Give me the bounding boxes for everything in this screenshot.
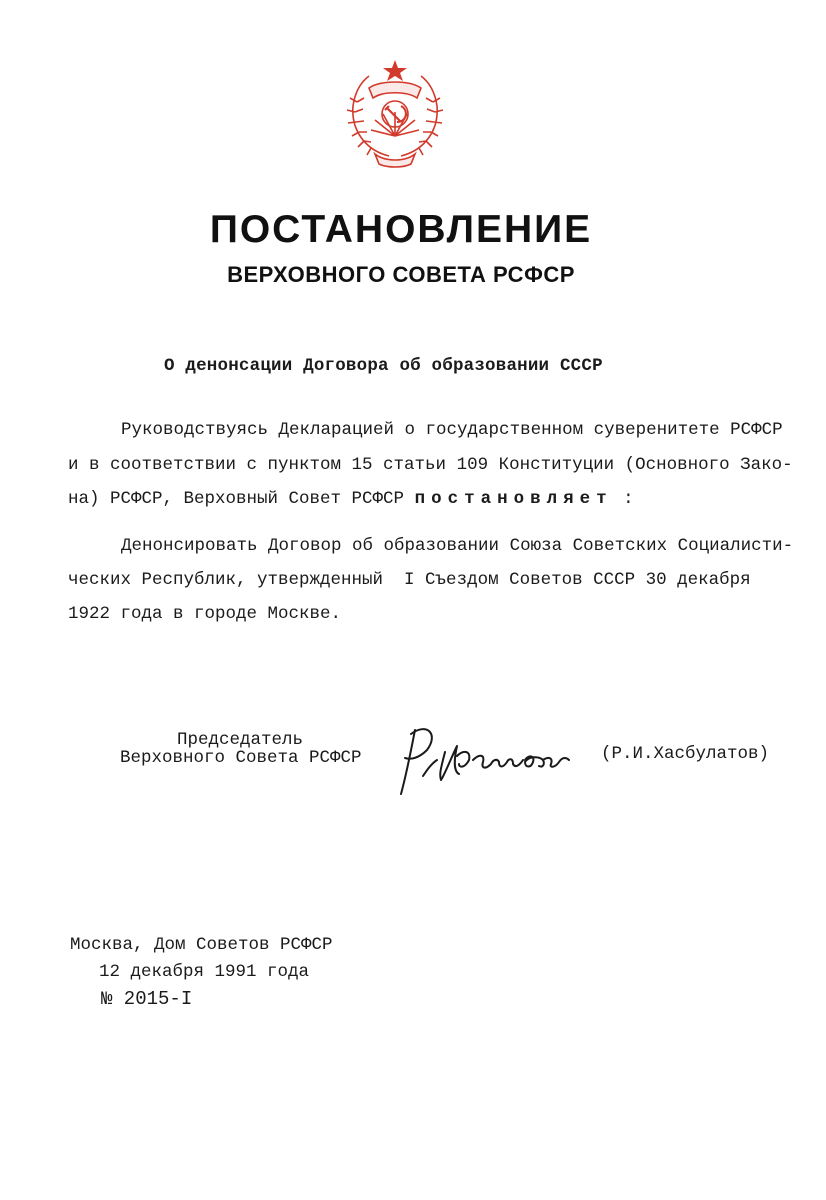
- paragraph1-line3: [68, 489, 634, 509]
- paragraph1-line3-end: :: [612, 489, 634, 509]
- handwritten-signature-icon: [393, 716, 593, 800]
- document-subtitle: ВЕРХОВНОГО СОВЕТА РСФСР: [227, 262, 575, 287]
- signatory-title-line1: Председатель: [177, 730, 304, 750]
- paragraph2-line1: Денонсировать Договор об образовании Союза Советских Социалисти-: [121, 536, 794, 556]
- document-title: ПОСТАНОВЛЕНИЕ: [209, 208, 593, 251]
- paragraph1-line3-text: на) РСФСР, Верховный Совет РСФСР: [68, 489, 415, 509]
- paragraph2-line3: 1922 года в городе Москве.: [68, 604, 342, 624]
- signatory-title-line2: Верховного Совета РСФСР: [120, 748, 362, 768]
- signing-date: 12 декабря 1991 года: [99, 962, 310, 982]
- paragraph1-line2: и в соответствии с пунктом 15 статьи 109 Конституции (Основного Зако-: [68, 455, 793, 475]
- rsfsr-coat-of-arms-icon: [345, 58, 445, 170]
- resolution-heading: О денонсации Договора об образовании СССР: [164, 356, 603, 376]
- paragraph1-line1: Руководствуясь Декларацией о государственном суверенитете РСФСР: [121, 420, 783, 440]
- paragraph2-line2: ческих Республик, утвержденный I Съездом Советов СССР 30 декабря: [68, 570, 751, 590]
- document-number: № 2015-I: [101, 988, 193, 1010]
- signing-place: Москва, Дом Советов РСФСР: [70, 935, 333, 955]
- resolves-word: постановляет: [414, 489, 613, 509]
- signatory-name: (Р.И.Хасбулатов): [601, 744, 770, 764]
